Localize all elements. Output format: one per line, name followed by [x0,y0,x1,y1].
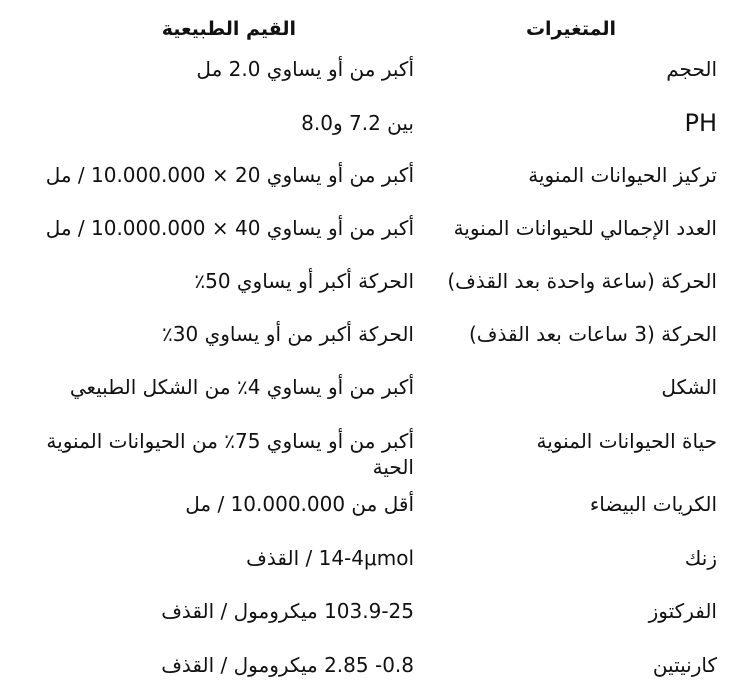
table-row [0,162,731,202]
table-row [0,545,731,585]
table-row [0,321,731,361]
variable-cell: الفركتوز [648,599,717,623]
header-variables: المتغيرات [525,18,616,40]
value-cell: 14-4μmol / القذف [246,546,414,570]
table-row [0,491,731,531]
variable-cell: حياة الحيوانات المنوية [536,429,717,453]
variable-cell: الحركة (ساعة واحدة بعد القذف) [447,269,717,293]
variable-cell: الحجم [666,57,717,81]
value-cell: 103.9-25 ميكرومول / القذف [161,599,414,623]
table-row [0,110,731,150]
value-cell: الحركة أكبر أو يساوي 50٪ [194,269,414,293]
table-row [0,652,731,692]
value-cell: أكبر من أو يساوي 20 × 10.000.000 / مل [45,163,414,187]
value-cell: 0.8- 2.85 ميكرومول / القذف [161,653,414,677]
table-row [0,268,731,308]
table-header [0,14,731,48]
table-row [0,428,731,484]
value-cell: أكبر من أو يساوي 40 × 10.000.000 / مل [45,216,414,240]
variable-cell: الكريات البيضاء [589,492,717,516]
table-row [0,56,731,96]
table-row [0,374,731,414]
value-cell: أقل من 10.000.000 / مل [185,492,414,516]
variable-cell: الشكل [661,375,717,399]
table-row [0,215,731,255]
variable-cell: PH [684,109,717,137]
variable-cell: الحركة (3 ساعات بعد القذف) [468,322,717,346]
header-normal-values: القيم الطبيعية [161,18,296,40]
value-cell: أكبر من أو يساوي 2.0 مل [196,57,414,81]
value-cell: أكبر من أو يساوي 4٪ من الشكل الطبيعي [69,375,414,399]
table-row [0,598,731,638]
variable-cell: العدد الإجمالي للحيوانات المنوية [453,216,717,240]
variable-cell: زنك [684,546,717,570]
value-cell: أكبر من أو يساوي 75٪ من الحيوانات المنوية الحية [46,429,414,479]
variable-cell: تركيز الحيوانات المنوية [528,163,717,187]
value-cell: الحركة أكبر من أو يساوي 30٪ [162,322,414,346]
value-cell: بين 7.2 و8.0 [301,111,414,135]
variable-cell: كارنيتين [652,653,717,677]
